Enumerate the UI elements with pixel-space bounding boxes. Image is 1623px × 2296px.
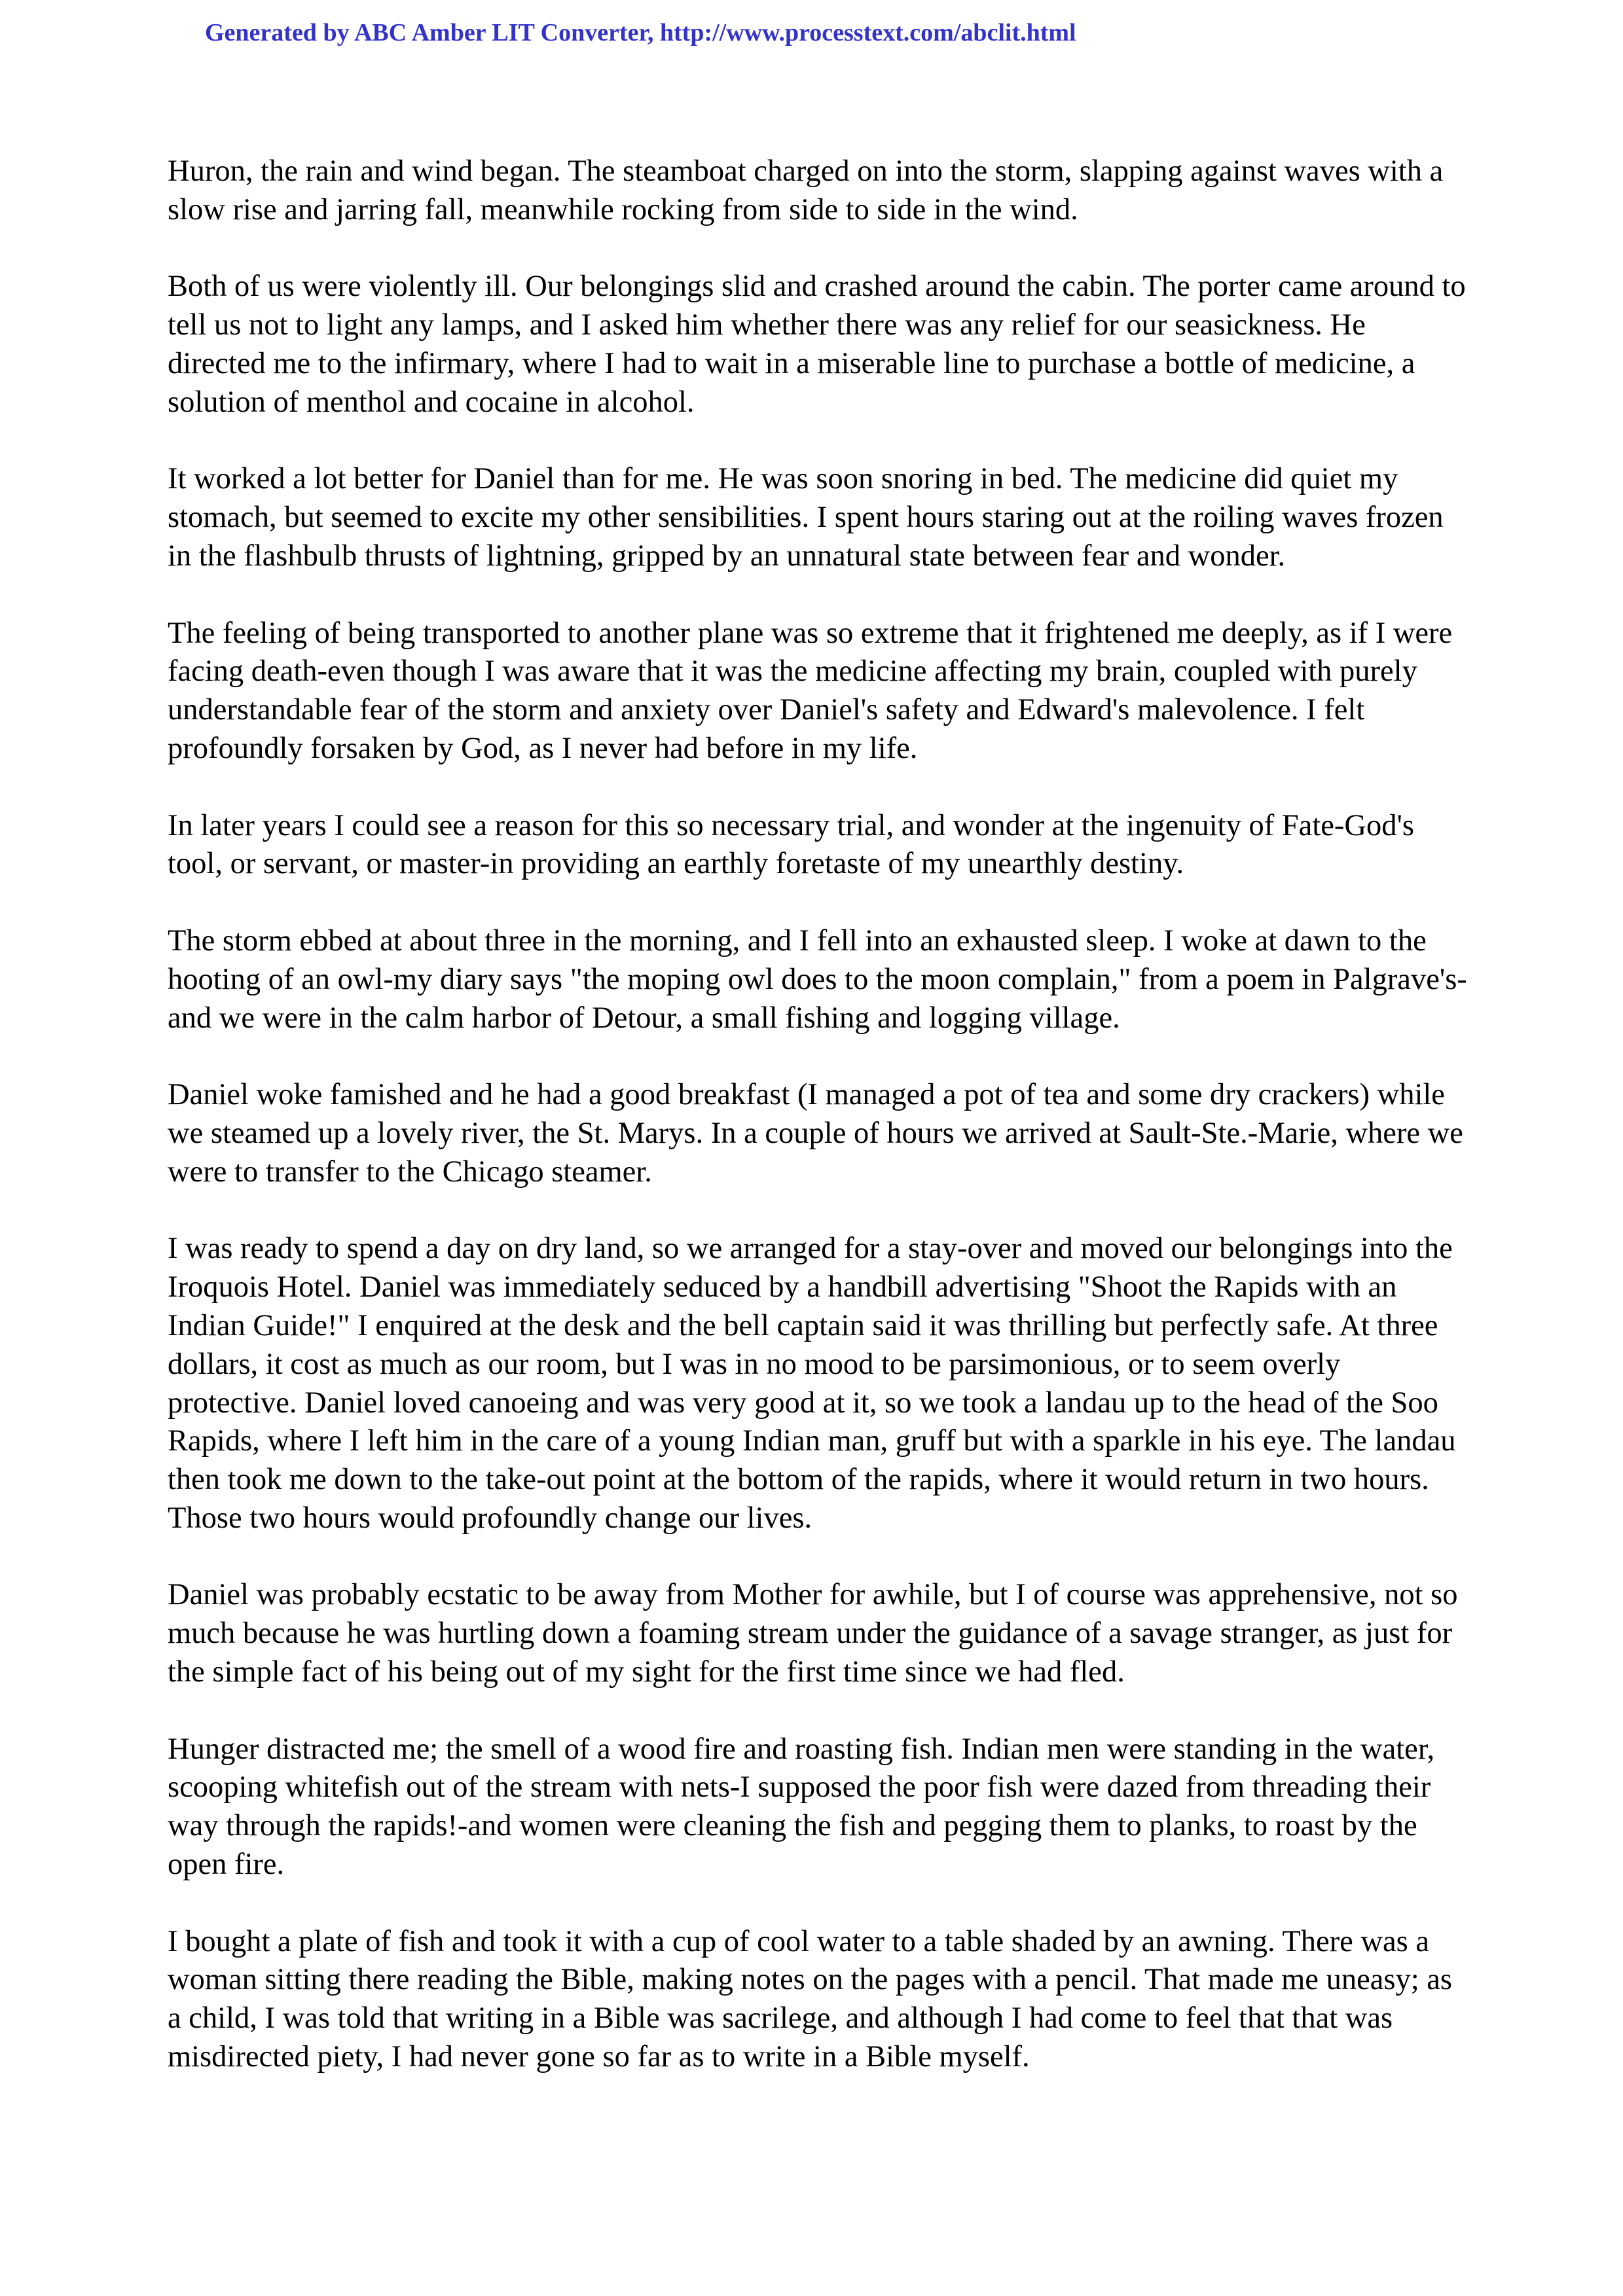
paragraph: Huron, the rain and wind began. The steamboat charged on into the storm, slapping against waves with a slow rise and jarring fall, meanwhile rocking from side to side in the wind. [168,154,1444,226]
generator-header: Generated by ABC Amber LIT Converter, http://www.processtext.com/abclit.html [205,19,1076,46]
paragraph: Daniel woke famished and he had a good breakfast (I managed a pot of tea and some dry crackers) while we steamed up a lovely river, the St. Marys. In a couple of hours we arrived at Sault-Ste.-Marie, where we were to transfer to the Chicago steamer. [168,1078,1463,1189]
paragraph: Both of us were violently ill. Our belongings slid and crashed around the cabin. The porter came around to tell us not to light any lamps, and I asked him whether there was any relief for our seasickness. He directed me to the infirmary, where I had to wait in a miserable line to purchase a bottle of medicine, a solution of menthol and cocaine in alcohol. [168,270,1466,419]
paragraph: Daniel was probably ecstatic to be away from Mother for awhile, but I of course was apprehensive, not so much because he was hurtling down a foaming stream under the guidance of a savage stranger, as just for the simple fact of his being out of my sight for the first time since we had fled. [168,1578,1458,1689]
paragraph: I bought a plate of fish and took it with a cup of cool water to a table shaded by an awning. There was a woman sitting there reading the Bible, making notes on the pages with a pencil. That made me uneasy; as a child, I was told that writing in a Bible was sacrilege, and although I had come to feel that that was misdirected piety, I had never gone so far as to write in a Bible myself. [168,1924,1452,2074]
paragraph: It worked a lot better for Daniel than for me. He was soon snoring in bed. The medicine did quiet my stomach, but seemed to excite my other sensibilities. I spent hours staring out at the roiling waves frozen in the flashbulb thrusts of lightning, gripped by an unnatural state between fear and wonder. [168,462,1444,573]
paragraph: The storm ebbed at about three in the morning, and I fell into an exhausted sleep. I woke at dawn to the hooting of an owl-my diary says "the moping owl does to the moon complain," from a poem in Palgrave's-and we were in the calm harbor of Detour, a small fishing and logging village. [168,924,1467,1035]
document-body [168,152,1470,2115]
paragraph: Hunger distracted me; the smell of a wood fire and roasting fish. Indian men were standing in the water, scooping whitefish out of the stream with nets-I supposed the poor fish were dazed from threading their way through the rapids!-and women were cleaning the fish and pegging them to planks, to roast by the open fire. [168,1732,1435,1882]
paragraph: I was ready to spend a day on dry land, so we arranged for a stay-over and moved our belongings into the Iroquois Hotel. Daniel was immediately seduced by a handbill advertising "Shoot the Rapids with an Indian Guide!" I enquired at the desk and the bell captain said it was thrilling but perfectly safe. At three dollars, it cost as much as our room, but I was in no mood to be parsimonious, or to seem overly protective. Daniel loved canoeing and was very good at it, so we took a landau up to the head of the Soo Rapids, where I left him in the care of a young Indian man, gruff but with a sparkle in his eye. The landau then took me down to the take-out point at the bottom of the rapids, where it would return in two hours. Those two hours would profoundly change our lives. [168,1232,1456,1535]
paragraph: The feeling of being transported to another plane was so extreme that it frightened me deeply, as if I were facing death-even though I was aware that it was the medicine affecting my brain, coupled with purely understandable fear of the storm and anxiety over Daniel's safety and Edward's malevolence. I felt profoundly forsaken by God, as I never had before in my life. [168,616,1453,765]
paragraph: In later years I could see a reason for this so necessary trial, and wonder at the ingenuity of Fate-God's tool, or servant, or master-in providing an earthly foretaste of my unearthly destiny. [168,808,1414,881]
